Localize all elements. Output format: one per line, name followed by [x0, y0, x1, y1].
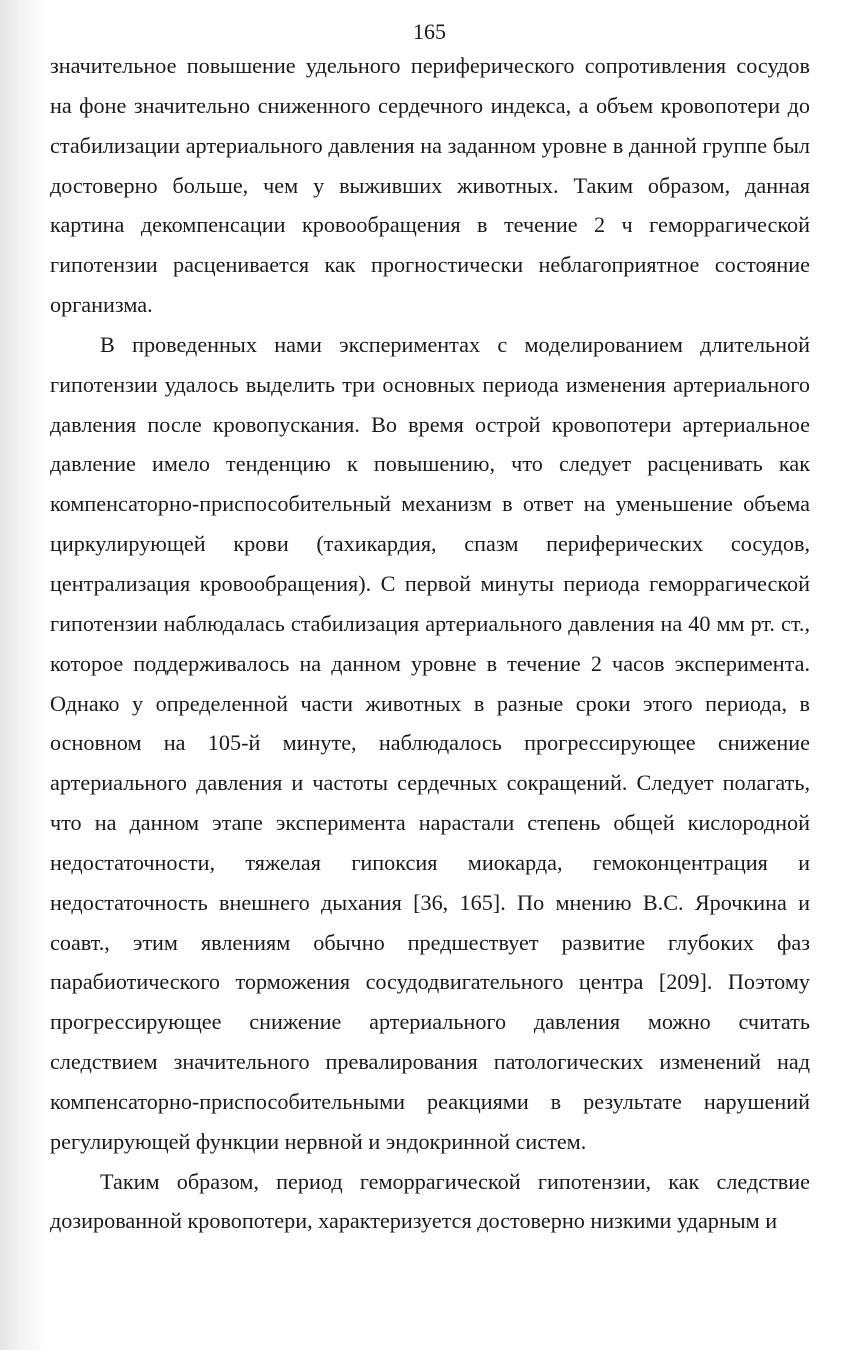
- paragraph-experiments: В проведенных нами экспериментах с моделированием длительной гипотензии удалось выделить три основных периода изменения артериального давления после кровопускания. Во время острой кровопотери артериальное давление имело тенденцию к повышению, что следует расценивать как компенсаторно-приспособительный механизм в ответ на уменьшение объема циркулирующей крови (тахикардия, спазм периферических сосудов, централизация кровообращения). С первой минуты периода геморрагической гипотензии наблюдалась стабилизация артериального давления на 40 мм рт. ст., которое поддерживалось на данном уровне в течение 2 часов эксперимента. Однако у определенной части животных в разные сроки этого периода, в основном на 105-й минуте, наблюдалось прогрессирующее снижение артериального давления и частоты сердечных сокращений. Следует полагать, что на данном этапе эксперимента нарастали степень общей кислородной недостаточности, тяжелая гипоксия миокарда, гемоконцентрация и недостаточность внешнего дыхания [36, 165]. По мнению В.С. Ярочкина и соавт., этим явлениям обычно предшествует развитие глубоких фаз парабиотического торможения сосудодвигательного центра [209]. Поэтому прогрессирующее снижение артериального давления можно считать следствием значительного превалирования патологических изменений над компенсаторно-приспособительными реакциями в результате нарушений регулирующей функции нервной и эндокринной систем.: [50, 331, 810, 1154]
- paragraph-continuation: значительное повышение удельного периферического сопротивления сосудов на фоне значительно сниженного сердечного индекса, а объем кровопотери до стабилизации артериального давления на заданном уровне в данной группе был достоверно больше, чем у выживших животных. Таким образом, данная картина декомпенсации кровообращения в течение 2 ч геморрагической гипотензии расценивается как прогностически неблагоприятное состояние организма.: [50, 53, 810, 318]
- paragraph-conclusion: Таким образом, период геморрагической гипотензии, как следствие дозированной кровопотери, характеризуется достоверно низкими ударным и: [50, 1168, 810, 1234]
- scan-shadow-edge: [0, 0, 50, 1350]
- page-number: 165: [413, 19, 446, 44]
- body-text: [50, 46, 810, 1241]
